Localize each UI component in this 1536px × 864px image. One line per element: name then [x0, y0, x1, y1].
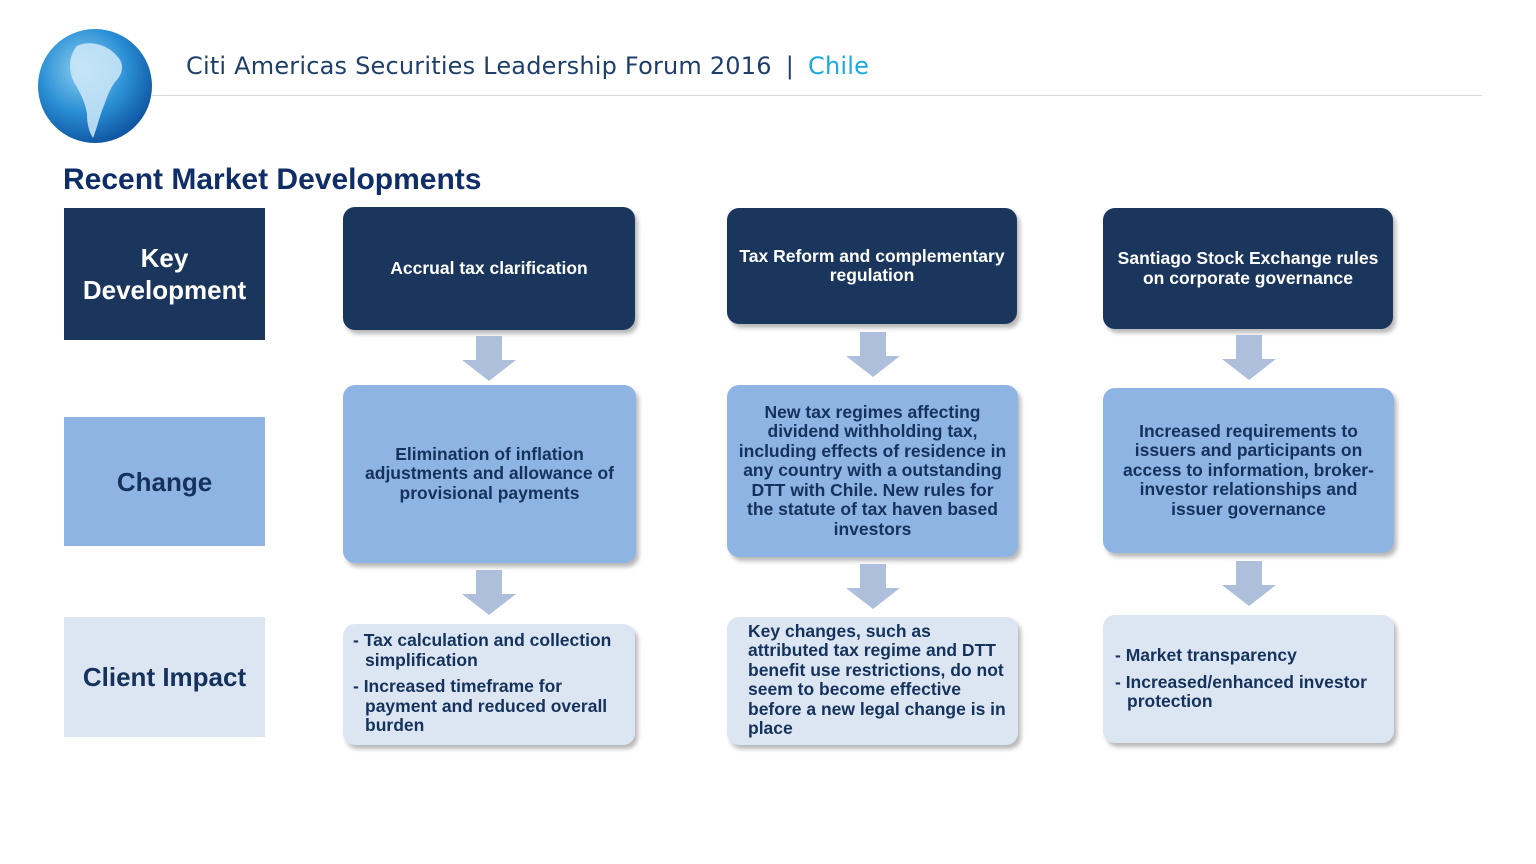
client-impact-box-1 [343, 624, 635, 745]
list-item: - Tax calculation and collection simplification [353, 630, 612, 670]
row-label-client-impact: Client Impact [64, 617, 265, 737]
header-separator: | [785, 52, 795, 80]
client-impact-list-3 [1115, 646, 1384, 712]
down-arrow-icon [1220, 335, 1278, 381]
client-impact-box-3 [1103, 615, 1394, 743]
key-development-box-3: Santiago Stock Exchange rules on corporate governance [1103, 208, 1393, 329]
change-box-3: Increased requirements to issuers and participants on access to information, broker-investor relationships and issuer governance [1103, 388, 1394, 553]
globe-logo [37, 28, 153, 144]
forum-title: Citi Americas Securities Leadership Forum 2016 [186, 52, 772, 80]
change-box-2: New tax regimes affecting dividend withholding tax, including effects of residence in any country with a outstanding DTT with Chile. New rules for the statute of tax haven based investors [727, 385, 1018, 557]
down-arrow-icon [460, 336, 518, 382]
list-item: - Increased timeframe for payment and reduced overall burden [353, 676, 608, 736]
key-development-box-2: Tax Reform and complementary regulation [727, 208, 1017, 324]
change-box-1: Elimination of inflation adjustments and allowance of provisional payments [343, 385, 636, 563]
list-item: - Market transparency [1115, 645, 1297, 666]
client-impact-list-1 [353, 631, 625, 736]
list-item: - Increased/enhanced investor protection [1115, 671, 1367, 712]
down-arrow-icon [1220, 561, 1278, 607]
key-development-box-1: Accrual tax clarification [343, 207, 635, 330]
down-arrow-icon [844, 564, 902, 610]
client-impact-box-2: Key changes, such as attributed tax regime and DTT benefit use restrictions, do not seem to become effective before a new legal change is in place [727, 617, 1018, 745]
row-label-change: Change [64, 417, 265, 546]
page-title: Recent Market Developments [63, 163, 482, 196]
down-arrow-icon [844, 332, 902, 378]
header-country: Chile [808, 52, 870, 80]
row-label-key-development: Key Development [64, 208, 265, 340]
header-title [186, 52, 869, 80]
header-divider [152, 95, 1482, 96]
down-arrow-icon [460, 570, 518, 616]
